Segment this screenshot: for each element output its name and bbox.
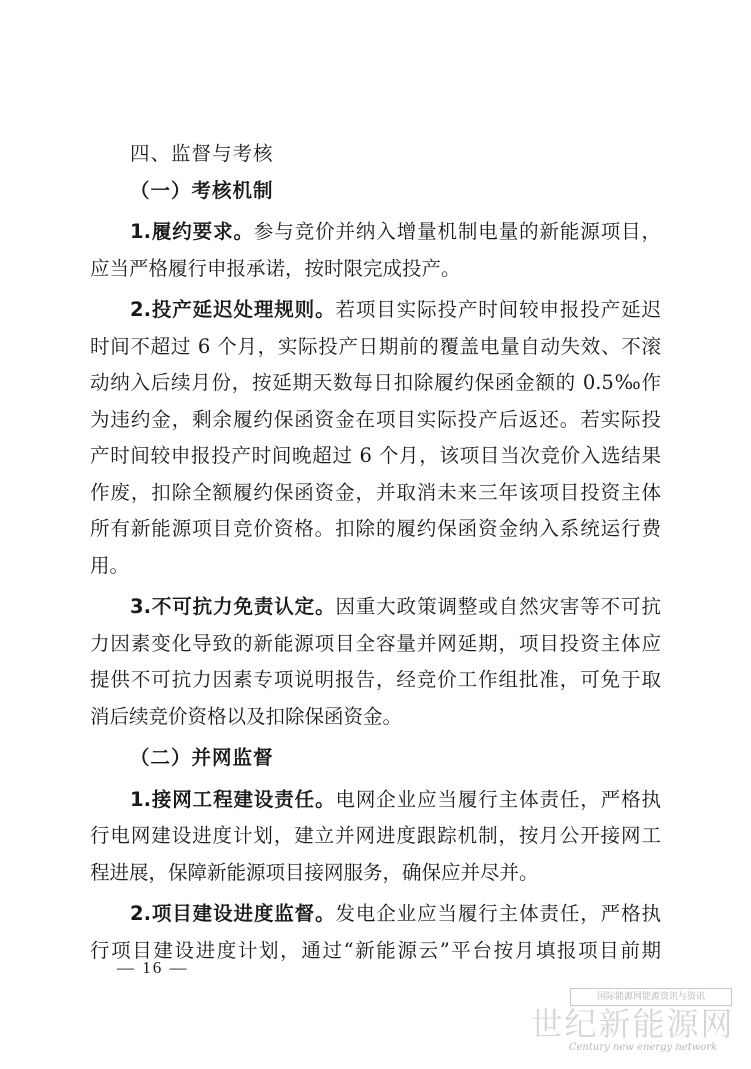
paragraph-line: 动纳入后续月份，按延期天数每日扣除履约保函金额的 0.5‰作: [90, 371, 661, 394]
paragraph-line: 作废，扣除全额履约保函资金，并取消未来三年该项目投资主体: [90, 480, 661, 504]
item-text: 若项目实际投产时间较申报投产延迟: [335, 298, 661, 321]
paragraph-line: 用。: [90, 553, 130, 577]
paragraph-line: [90, 214, 661, 251]
watermark-main-text: 世纪新能源网: [530, 1006, 735, 1042]
subsection-heading: （一）考核机制: [130, 178, 274, 202]
watermark-sub-text: Century new energy network: [568, 1042, 718, 1053]
paragraph-line: 提供不可抗力因素专项说明报告，经竞价工作组批准，可免于取: [90, 668, 661, 691]
page-number: — 16 —: [117, 958, 189, 977]
paragraph-line: 程进展，保障新能源项目接网服务，确保应并尽并。: [90, 860, 539, 884]
paragraph-line: 所有新能源项目竞价资格。扣除的履约保函资金纳入系统运行费: [90, 517, 661, 540]
paragraph-line: 产时间较申报投产时间晚超过 6 个月，该项目当次竞价入选结果: [90, 444, 661, 467]
paragraph-line: 应当严格履行申报承诺，按时限完成投产。: [90, 256, 461, 280]
paragraph-line: [90, 782, 661, 819]
section-heading: 四、监督与考核: [130, 142, 274, 165]
paragraph-line: 行电网建设进度计划，建立并网进度跟踪机制，按月公开接网工: [90, 824, 661, 847]
watermark-logo: [530, 988, 735, 1060]
item-text: 发电企业应当履行主体责任，严格执: [335, 902, 661, 925]
paragraph-line: [90, 896, 661, 933]
subsection-heading: （二）并网监督: [130, 746, 274, 769]
item-text: 因重大政策调整或自然灾害等不可抗: [335, 595, 661, 618]
paragraph-line: [90, 589, 661, 626]
paragraph-line: 消后续竞价资格以及扣除保函资金。: [90, 704, 403, 728]
document-body: [90, 136, 661, 969]
paragraph-line: 行项目建设进度计划，通过“新能源云”平台按月填报项目前期: [90, 938, 661, 962]
item-text: 电网企业应当履行主体责任，严格执: [335, 787, 661, 811]
item-text: 参与竞价并纳入增量机制电量的新能源项目，: [253, 220, 661, 243]
watermark-top-text: 国际能源网能源资讯与资讯: [570, 988, 732, 1006]
item-title: 2.投产延迟处理规则。: [130, 298, 336, 321]
item-title: 1.接网工程建设责任。: [130, 787, 336, 811]
item-title: 3.不可抗力免责认定。: [130, 595, 336, 618]
paragraph-line: 时间不超过 6 个月，实际投产日期前的覆盖电量自动失效、不滚: [90, 334, 661, 358]
paragraph-line: [90, 292, 661, 329]
paragraph-line: 力因素变化导致的新能源项目全容量并网延期，项目投资主体应: [90, 631, 661, 655]
item-title: 1.履约要求。: [130, 220, 254, 243]
item-title: 2.项目建设进度监督。: [130, 902, 336, 925]
paragraph-line: 为违约金，剩余履约保函资金在项目实际投产后返还。若实际投: [90, 407, 661, 431]
